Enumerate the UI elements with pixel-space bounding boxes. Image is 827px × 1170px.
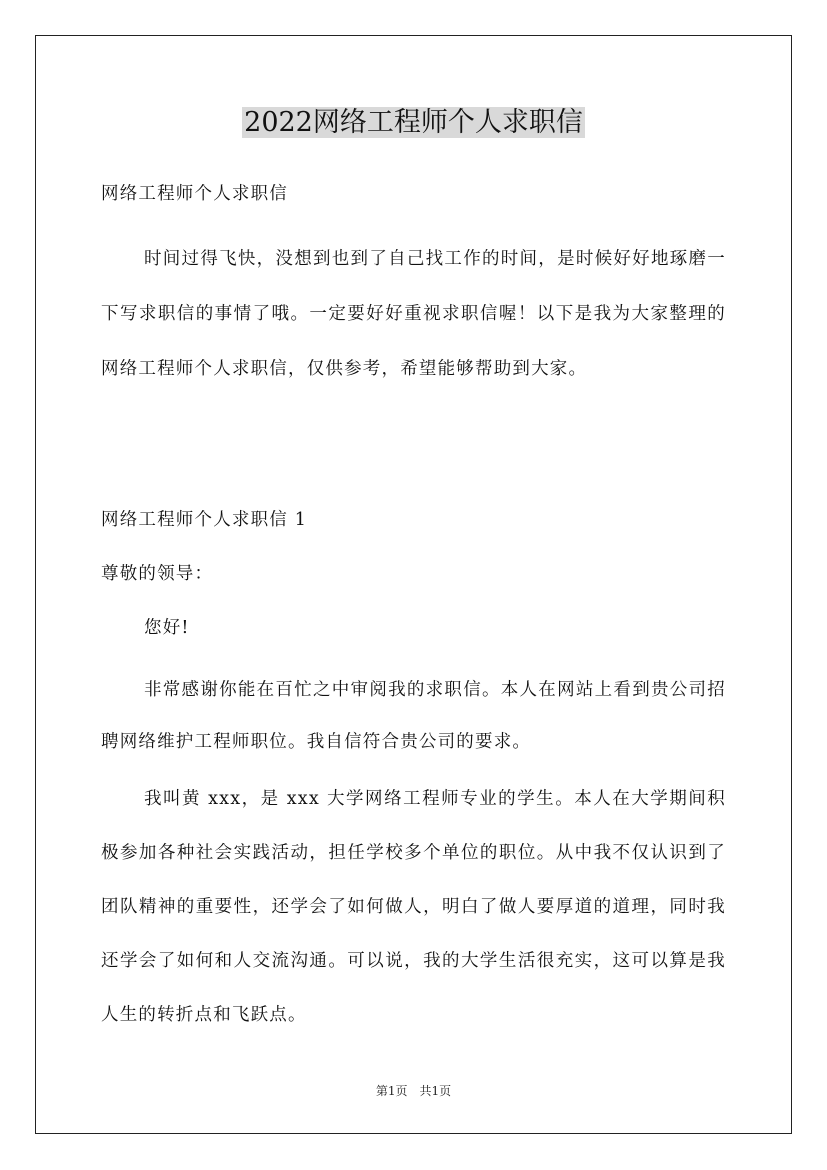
document-subtitle: 网络工程师个人求职信 [101, 184, 288, 204]
salutation: 尊敬的领导： [101, 564, 214, 584]
intro-paragraph: 时间过得飞快，没想到也到了自己找工作的时间，是时候好好地琢磨一下写求职信的事情了哦。一定要好好重视求职信喔！以下是我为大家整理的网络工程师个人求职信，仅供参考，希望能够帮助到大家。 [101, 249, 726, 379]
document-title [0, 103, 827, 143]
greeting: 您好! [144, 618, 190, 638]
page-number-footer: 第1页 共1页 [375, 1084, 452, 1098]
body-paragraph-1: 非常感谢你能在百忙之中审阅我的求职信。本人在网站上看到贵公司招聘网络维护工程师职位。我自信符合贵公司的要求。 [101, 680, 726, 752]
section-heading: 网络工程师个人求职信 1 [101, 510, 308, 530]
body-paragraph-2: 我叫黄 xxx，是 xxx 大学网络工程师专业的学生。本人在大学期间积极参加各种社会实践活动，担任学校多个单位的职位。从中我不仅认识到了团队精神的重要性，还学会了如何做人，明白了做人要厚道的道理，同时我还学会了如何和人交流沟通。可以说，我的大学生活很充实，这可以算是我人生的转折点和飞跃点。 [101, 789, 726, 1025]
document-title-text: 2022网络工程师个人求职信 [244, 107, 583, 138]
